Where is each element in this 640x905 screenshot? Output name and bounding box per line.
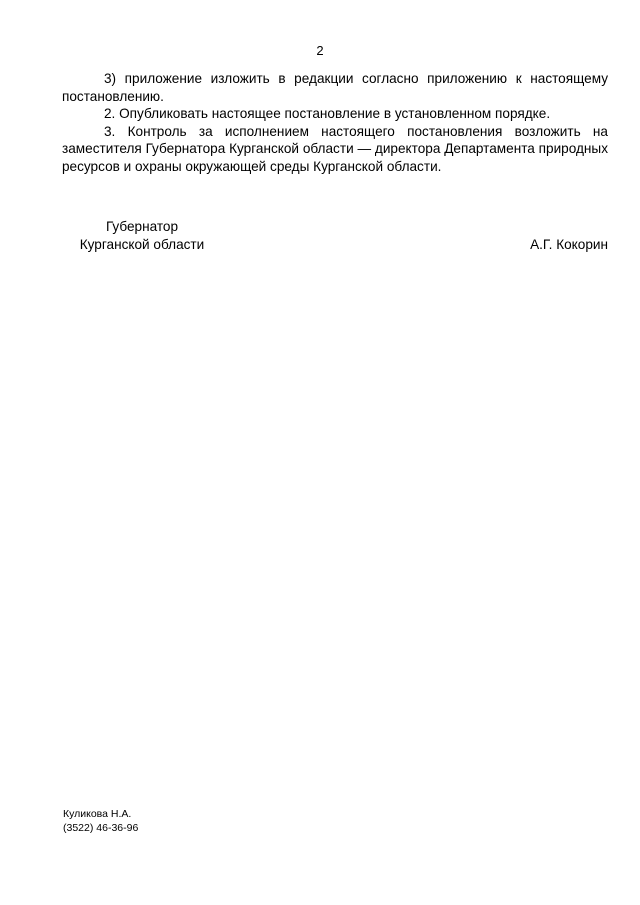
signatory-title-line-1: Губернатор <box>105 219 179 234</box>
executor-phone: (3522) 46-36-96 <box>63 821 139 834</box>
page-number: 2 <box>316 43 324 58</box>
paragraph-publish: 2. Опубликовать настоящее постановление в установленном порядке. <box>104 106 551 121</box>
paragraph-control: 3. Контроль за исполнением настоящего постановления возложить на заместителя Губернатора Курганской области — директора Департамента природных ресурсов и охраны окружающей среды Курганской области. <box>62 123 608 174</box>
executor-name: Куликова Н.А. <box>63 808 132 820</box>
document-body <box>62 70 608 175</box>
paragraph-item-3-appendix: 3) приложение изложить в редакции согласно приложению к настоящему постановлению. <box>62 71 608 104</box>
signatory-title-line-2: Курганской области <box>79 236 205 252</box>
signatory-name: А.Г. Кокорин <box>530 236 608 252</box>
signatory-title <box>62 218 222 253</box>
executor-footer <box>63 808 138 835</box>
signature-block <box>62 218 608 253</box>
